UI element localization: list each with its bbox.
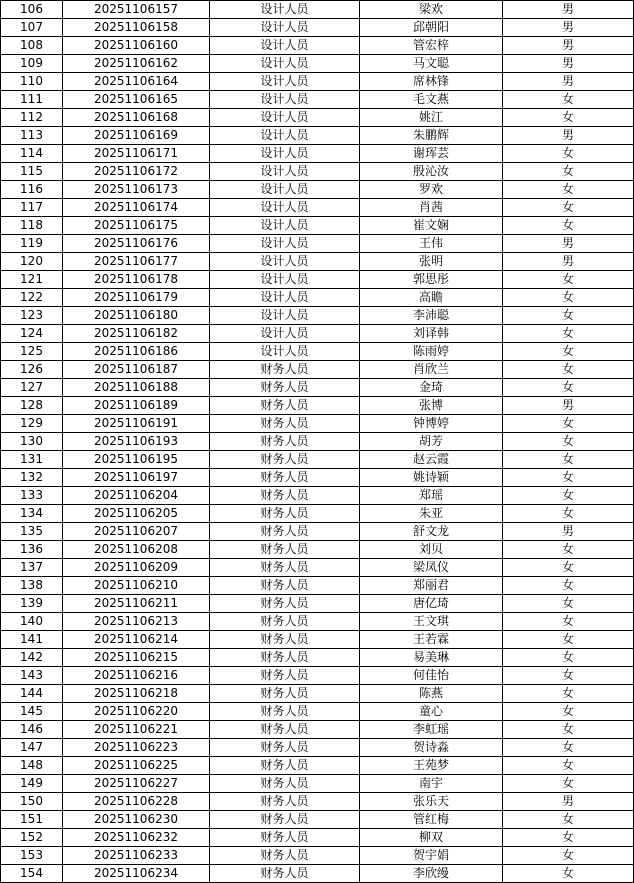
table-row [1,613,634,631]
name-cell: 王文琪 [360,613,503,631]
position-cell: 财务人员 [210,361,360,379]
row-number-cell: 154 [1,865,63,883]
exam-id-cell: 20251106191 [63,415,210,433]
table-row [1,19,634,37]
exam-id-cell: 20251106232 [63,829,210,847]
name-cell: 李沛聪 [360,307,503,325]
name-cell: 贺诗淼 [360,739,503,757]
position-cell: 财务人员 [210,379,360,397]
name-cell: 陈雨婷 [360,343,503,361]
gender-cell: 女 [503,559,634,577]
position-cell: 财务人员 [210,739,360,757]
position-cell: 设计人员 [210,127,360,145]
name-cell: 胡芳 [360,433,503,451]
exam-id-cell: 20251106182 [63,325,210,343]
position-cell: 财务人员 [210,577,360,595]
table-row [1,451,634,469]
row-number-cell: 147 [1,739,63,757]
position-cell: 财务人员 [210,811,360,829]
row-number-cell: 145 [1,703,63,721]
gender-cell: 女 [503,289,634,307]
position-cell: 设计人员 [210,289,360,307]
position-cell: 财务人员 [210,595,360,613]
gender-cell: 男 [503,73,634,91]
row-number-cell: 144 [1,685,63,703]
exam-id-cell: 20251106230 [63,811,210,829]
row-number-cell: 125 [1,343,63,361]
position-cell: 设计人员 [210,325,360,343]
row-number-cell: 113 [1,127,63,145]
position-cell: 设计人员 [210,37,360,55]
position-cell: 设计人员 [210,181,360,199]
exam-id-cell: 20251106187 [63,361,210,379]
table-row [1,649,634,667]
gender-cell: 女 [503,109,634,127]
row-number-cell: 148 [1,757,63,775]
gender-cell: 男 [503,127,634,145]
name-cell: 刘译韩 [360,325,503,343]
name-cell: 郑丽君 [360,577,503,595]
row-number-cell: 128 [1,397,63,415]
name-cell: 肖茜 [360,199,503,217]
gender-cell: 男 [503,55,634,73]
gender-cell: 女 [503,217,634,235]
table-row [1,127,634,145]
table-row [1,109,634,127]
table-row [1,1,634,19]
name-cell: 张明 [360,253,503,271]
exam-id-cell: 20251106223 [63,739,210,757]
name-cell: 毛文燕 [360,91,503,109]
table-row [1,847,634,865]
table-row [1,415,634,433]
row-number-cell: 138 [1,577,63,595]
position-cell: 财务人员 [210,613,360,631]
gender-cell: 男 [503,523,634,541]
table-row [1,793,634,811]
row-number-cell: 141 [1,631,63,649]
table-row [1,289,634,307]
table-row [1,469,634,487]
gender-cell: 女 [503,811,634,829]
name-cell: 李虹瑶 [360,721,503,739]
gender-cell: 女 [503,829,634,847]
row-number-cell: 110 [1,73,63,91]
exam-id-cell: 20251106164 [63,73,210,91]
row-number-cell: 130 [1,433,63,451]
table-row [1,55,634,73]
row-number-cell: 134 [1,505,63,523]
position-cell: 财务人员 [210,523,360,541]
position-cell: 财务人员 [210,397,360,415]
position-cell: 财务人员 [210,667,360,685]
position-cell: 财务人员 [210,847,360,865]
exam-id-cell: 20251106175 [63,217,210,235]
exam-id-cell: 20251106204 [63,487,210,505]
exam-id-cell: 20251106227 [63,775,210,793]
exam-id-cell: 20251106197 [63,469,210,487]
gender-cell: 男 [503,253,634,271]
position-cell: 财务人员 [210,757,360,775]
exam-id-cell: 20251106215 [63,649,210,667]
name-cell: 梁凤仪 [360,559,503,577]
name-cell: 朱鹏辉 [360,127,503,145]
table-row [1,235,634,253]
gender-cell: 女 [503,847,634,865]
row-number-cell: 135 [1,523,63,541]
name-cell: 管宏梓 [360,37,503,55]
exam-id-cell: 20251106218 [63,685,210,703]
gender-cell: 女 [503,181,634,199]
table-row [1,91,634,109]
table-body [1,1,634,883]
position-cell: 财务人员 [210,865,360,883]
gender-cell: 男 [503,19,634,37]
position-cell: 设计人员 [210,307,360,325]
position-cell: 财务人员 [210,487,360,505]
exam-id-cell: 20251106176 [63,235,210,253]
exam-id-cell: 20251106162 [63,55,210,73]
exam-id-cell: 20251106172 [63,163,210,181]
exam-id-cell: 20251106216 [63,667,210,685]
table-row [1,721,634,739]
gender-cell: 女 [503,649,634,667]
gender-cell: 女 [503,343,634,361]
name-cell: 王若霖 [360,631,503,649]
table-row [1,523,634,541]
name-cell: 童心 [360,703,503,721]
exam-id-cell: 20251106220 [63,703,210,721]
name-cell: 邱朝阳 [360,19,503,37]
table-row [1,379,634,397]
exam-id-cell: 20251106211 [63,595,210,613]
position-cell: 财务人员 [210,703,360,721]
name-cell: 郭思彤 [360,271,503,289]
name-cell: 郑瑶 [360,487,503,505]
position-cell: 财务人员 [210,559,360,577]
table-row [1,145,634,163]
table-row [1,541,634,559]
name-cell: 肖欣兰 [360,361,503,379]
table-row [1,325,634,343]
gender-cell: 女 [503,91,634,109]
exam-id-cell: 20251106208 [63,541,210,559]
exam-id-cell: 20251106188 [63,379,210,397]
row-number-cell: 119 [1,235,63,253]
name-cell: 舒文龙 [360,523,503,541]
table-row [1,163,634,181]
exam-id-cell: 20251106233 [63,847,210,865]
name-cell: 王伟 [360,235,503,253]
gender-cell: 男 [503,1,634,19]
position-cell: 财务人员 [210,721,360,739]
name-cell: 罗欢 [360,181,503,199]
name-cell: 席林锋 [360,73,503,91]
table-row [1,361,634,379]
table-row [1,703,634,721]
name-cell: 易美琳 [360,649,503,667]
exam-id-cell: 20251106180 [63,307,210,325]
gender-cell: 女 [503,775,634,793]
table-row [1,865,634,883]
gender-cell: 女 [503,271,634,289]
row-number-cell: 109 [1,55,63,73]
name-cell: 梁欢 [360,1,503,19]
name-cell: 唐亿琦 [360,595,503,613]
exam-id-cell: 20251106174 [63,199,210,217]
row-number-cell: 137 [1,559,63,577]
row-number-cell: 149 [1,775,63,793]
exam-id-cell: 20251106195 [63,451,210,469]
position-cell: 设计人员 [210,73,360,91]
name-cell: 赵云霞 [360,451,503,469]
exam-id-cell: 20251106209 [63,559,210,577]
name-cell: 管红梅 [360,811,503,829]
exam-id-cell: 20251106213 [63,613,210,631]
exam-id-cell: 20251106177 [63,253,210,271]
gender-cell: 女 [503,865,634,883]
row-number-cell: 107 [1,19,63,37]
position-cell: 财务人员 [210,433,360,451]
position-cell: 设计人员 [210,1,360,19]
table-row [1,307,634,325]
exam-id-cell: 20251106178 [63,271,210,289]
exam-id-cell: 20251106179 [63,289,210,307]
table-row [1,685,634,703]
name-cell: 柳双 [360,829,503,847]
position-cell: 设计人员 [210,19,360,37]
gender-cell: 女 [503,613,634,631]
exam-id-cell: 20251106158 [63,19,210,37]
gender-cell: 女 [503,577,634,595]
table-row [1,199,634,217]
gender-cell: 女 [503,757,634,775]
exam-id-cell: 20251106207 [63,523,210,541]
table-row [1,433,634,451]
name-cell: 钟博婷 [360,415,503,433]
gender-cell: 女 [503,199,634,217]
name-cell: 陈燕 [360,685,503,703]
exam-id-cell: 20251106205 [63,505,210,523]
row-number-cell: 127 [1,379,63,397]
name-cell: 李欣缦 [360,865,503,883]
row-number-cell: 124 [1,325,63,343]
gender-cell: 女 [503,163,634,181]
row-number-cell: 123 [1,307,63,325]
gender-cell: 女 [503,631,634,649]
gender-cell: 女 [503,685,634,703]
name-cell: 贺宇娟 [360,847,503,865]
name-cell: 刘贝 [360,541,503,559]
position-cell: 财务人员 [210,451,360,469]
row-number-cell: 114 [1,145,63,163]
exam-id-cell: 20251106221 [63,721,210,739]
table-row [1,37,634,55]
gender-cell: 女 [503,703,634,721]
position-cell: 财务人员 [210,541,360,559]
table-row [1,577,634,595]
exam-id-cell: 20251106171 [63,145,210,163]
gender-cell: 女 [503,415,634,433]
row-number-cell: 108 [1,37,63,55]
gender-cell: 女 [503,667,634,685]
name-cell: 金琦 [360,379,503,397]
row-number-cell: 106 [1,1,63,19]
table-row [1,829,634,847]
row-number-cell: 152 [1,829,63,847]
exam-id-cell: 20251106173 [63,181,210,199]
position-cell: 财务人员 [210,469,360,487]
position-cell: 设计人员 [210,217,360,235]
exam-id-cell: 20251106193 [63,433,210,451]
gender-cell: 女 [503,469,634,487]
table-row [1,343,634,361]
position-cell: 设计人员 [210,271,360,289]
gender-cell: 男 [503,235,634,253]
name-cell: 马文聪 [360,55,503,73]
row-number-cell: 118 [1,217,63,235]
gender-cell: 女 [503,325,634,343]
table-row [1,775,634,793]
row-number-cell: 153 [1,847,63,865]
row-number-cell: 132 [1,469,63,487]
gender-cell: 女 [503,433,634,451]
row-number-cell: 142 [1,649,63,667]
name-cell: 南宇 [360,775,503,793]
position-cell: 财务人员 [210,649,360,667]
name-cell: 殷沁汝 [360,163,503,181]
table-row [1,559,634,577]
gender-cell: 女 [503,379,634,397]
exam-id-cell: 20251106214 [63,631,210,649]
table-row [1,217,634,235]
position-cell: 设计人员 [210,253,360,271]
row-number-cell: 140 [1,613,63,631]
row-number-cell: 143 [1,667,63,685]
position-cell: 设计人员 [210,145,360,163]
name-cell: 崔文娴 [360,217,503,235]
gender-cell: 女 [503,451,634,469]
table-row [1,505,634,523]
exam-id-cell: 20251106165 [63,91,210,109]
position-cell: 设计人员 [210,163,360,181]
exam-id-cell: 20251106189 [63,397,210,415]
exam-id-cell: 20251106210 [63,577,210,595]
name-cell: 张博 [360,397,503,415]
position-cell: 设计人员 [210,343,360,361]
gender-cell: 女 [503,721,634,739]
position-cell: 财务人员 [210,775,360,793]
table-row [1,595,634,613]
row-number-cell: 129 [1,415,63,433]
row-number-cell: 116 [1,181,63,199]
table-row [1,487,634,505]
position-cell: 财务人员 [210,415,360,433]
row-number-cell: 115 [1,163,63,181]
position-cell: 设计人员 [210,235,360,253]
table-row [1,757,634,775]
row-number-cell: 117 [1,199,63,217]
row-number-cell: 139 [1,595,63,613]
gender-cell: 女 [503,595,634,613]
name-cell: 王苑梦 [360,757,503,775]
row-number-cell: 133 [1,487,63,505]
gender-cell: 女 [503,145,634,163]
gender-cell: 女 [503,487,634,505]
row-number-cell: 146 [1,721,63,739]
position-cell: 设计人员 [210,55,360,73]
gender-cell: 女 [503,307,634,325]
table-row [1,739,634,757]
row-number-cell: 136 [1,541,63,559]
row-number-cell: 151 [1,811,63,829]
exam-id-cell: 20251106225 [63,757,210,775]
exam-id-cell: 20251106169 [63,127,210,145]
table-row [1,271,634,289]
name-cell: 姚江 [360,109,503,127]
exam-id-cell: 20251106234 [63,865,210,883]
exam-id-cell: 20251106186 [63,343,210,361]
gender-cell: 男 [503,37,634,55]
gender-cell: 男 [503,397,634,415]
row-number-cell: 150 [1,793,63,811]
table-row [1,631,634,649]
row-number-cell: 131 [1,451,63,469]
position-cell: 财务人员 [210,685,360,703]
name-cell: 高瞻 [360,289,503,307]
position-cell: 设计人员 [210,91,360,109]
gender-cell: 女 [503,361,634,379]
table-row [1,811,634,829]
name-cell: 谢珲芸 [360,145,503,163]
name-cell: 何佳怡 [360,667,503,685]
table-row [1,181,634,199]
gender-cell: 女 [503,739,634,757]
table-row [1,253,634,271]
gender-cell: 女 [503,505,634,523]
name-cell: 朱亚 [360,505,503,523]
row-number-cell: 126 [1,361,63,379]
exam-id-cell: 20251106160 [63,37,210,55]
position-cell: 财务人员 [210,793,360,811]
row-number-cell: 122 [1,289,63,307]
gender-cell: 女 [503,541,634,559]
name-cell: 姚诗颖 [360,469,503,487]
row-number-cell: 121 [1,271,63,289]
position-cell: 财务人员 [210,505,360,523]
position-cell: 设计人员 [210,109,360,127]
gender-cell: 男 [503,793,634,811]
table-row [1,73,634,91]
row-number-cell: 112 [1,109,63,127]
position-cell: 设计人员 [210,199,360,217]
position-cell: 财务人员 [210,829,360,847]
exam-id-cell: 20251106157 [63,1,210,19]
table-row [1,397,634,415]
name-cell: 张乐天 [360,793,503,811]
exam-id-cell: 20251106168 [63,109,210,127]
table-row [1,667,634,685]
row-number-cell: 111 [1,91,63,109]
exam-id-cell: 20251106228 [63,793,210,811]
position-cell: 财务人员 [210,631,360,649]
row-number-cell: 120 [1,253,63,271]
